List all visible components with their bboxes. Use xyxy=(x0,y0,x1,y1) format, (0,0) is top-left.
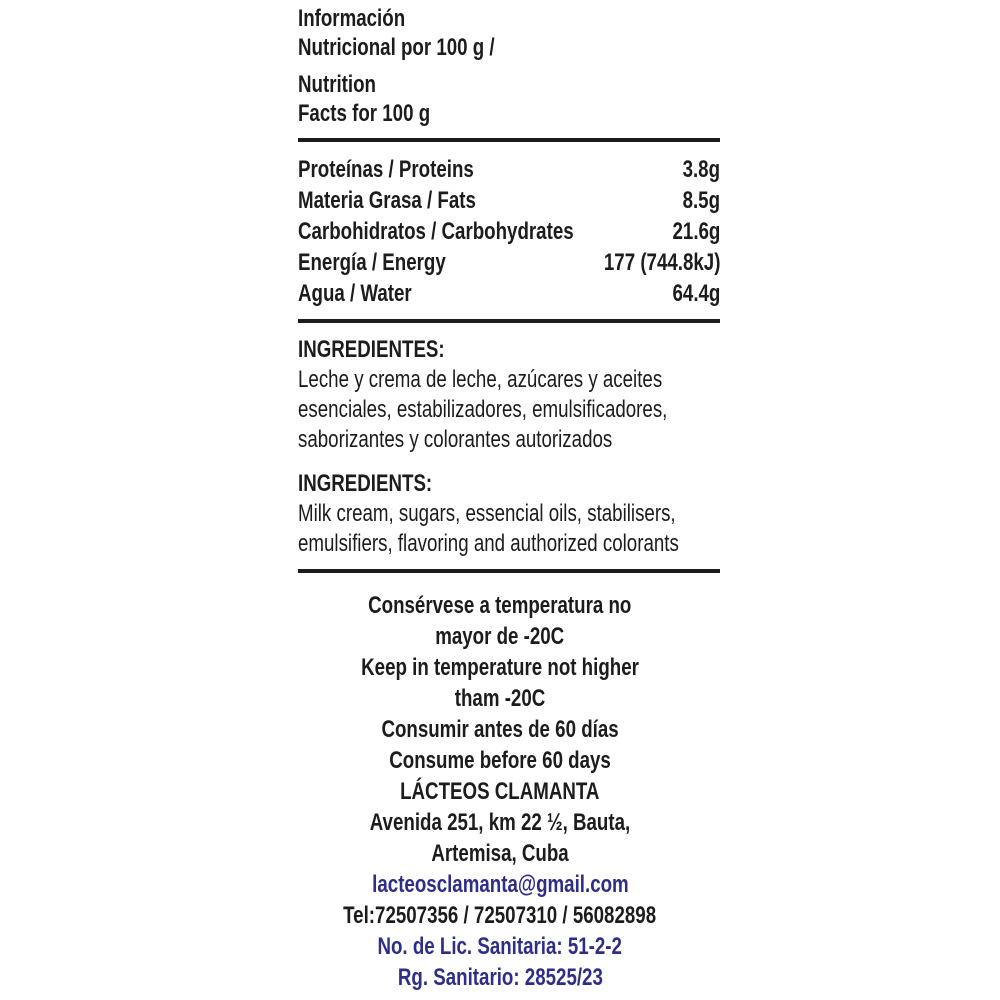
ingredients-es-line: Leche y crema de leche, azúcares y aceites xyxy=(298,366,663,393)
ingredients-es-heading: INGREDIENTES: xyxy=(298,336,445,363)
nutrition-table xyxy=(298,154,720,309)
sanitary-registry: Rg. Sanitario: 28525/23 xyxy=(397,964,603,991)
nutrient-row-energy xyxy=(298,247,720,278)
ingredients-en-line: Milk cream, sugars, essencial oils, stabilisers, xyxy=(298,500,676,527)
nutrient-row-carbohydrates xyxy=(298,216,720,247)
nutrition-title-en xyxy=(298,70,720,128)
nutrient-row-fats xyxy=(298,185,720,216)
ingredients-es-line: esenciales, estabilizadores, emulsificadores, xyxy=(298,396,668,423)
ingredients-en-section xyxy=(298,469,720,559)
nutrient-label: Agua / Water xyxy=(298,280,412,307)
nutrient-row-protein xyxy=(298,154,720,185)
nutrient-value: 177 (744.8kJ) xyxy=(603,249,720,276)
nutrition-title-es xyxy=(298,4,720,62)
nutrient-label: Materia Grasa / Fats xyxy=(298,187,476,214)
nutrient-row-water xyxy=(298,278,720,309)
nutrient-value: 21.6g xyxy=(672,218,720,245)
nutrient-label: Proteínas / Proteins xyxy=(298,156,474,183)
ingredients-es-line: saborizantes y colorantes autorizados xyxy=(298,426,613,453)
address-line2: Artemisa, Cuba xyxy=(431,840,569,867)
nutrient-label: Energía / Energy xyxy=(298,249,446,276)
storage-es-line2: mayor de -20C xyxy=(435,623,565,650)
storage-en-line2: tham -20C xyxy=(454,685,546,712)
nutrient-value: 64.4g xyxy=(672,280,720,307)
storage-en-line1: Keep in temperature not higher xyxy=(361,654,639,681)
nutrient-value: 3.8g xyxy=(682,156,720,183)
title-en-line2: Facts for 100 g xyxy=(298,100,431,127)
title-es-line2: Nutricional por 100 g / xyxy=(298,34,495,61)
phone-numbers: Tel:72507356 / 72507310 / 56082898 xyxy=(343,902,657,929)
title-en-line1: Nutrition xyxy=(298,71,376,98)
divider xyxy=(298,138,720,142)
sanitary-license: No. de Lic. Sanitaria: 51-2-2 xyxy=(377,933,623,960)
consume-es: Consumir antes de 60 días xyxy=(381,716,619,743)
divider xyxy=(298,319,720,323)
nutrition-label xyxy=(298,4,720,585)
title-es-line1: Información xyxy=(298,5,406,32)
ingredients-en-heading: INGREDIENTS: xyxy=(298,470,433,497)
footer-info xyxy=(0,590,1000,993)
divider xyxy=(298,569,720,573)
storage-es-line1: Consérvese a temperatura no xyxy=(368,592,632,619)
consume-en: Consume before 60 days xyxy=(389,747,611,774)
nutrient-label: Carbohidratos / Carbohydrates xyxy=(298,218,574,245)
ingredients-es-section xyxy=(298,335,720,455)
email-link[interactable]: lacteosclamanta@gmail.com xyxy=(371,871,629,898)
ingredients-en-line: emulsifiers, flavoring and authorized colorants xyxy=(298,530,679,557)
company-name: LÁCTEOS CLAMANTA xyxy=(400,778,600,805)
nutrient-value: 8.5g xyxy=(682,187,720,214)
address-line1: Avenida 251, km 22 ½, Bauta, xyxy=(369,809,631,836)
